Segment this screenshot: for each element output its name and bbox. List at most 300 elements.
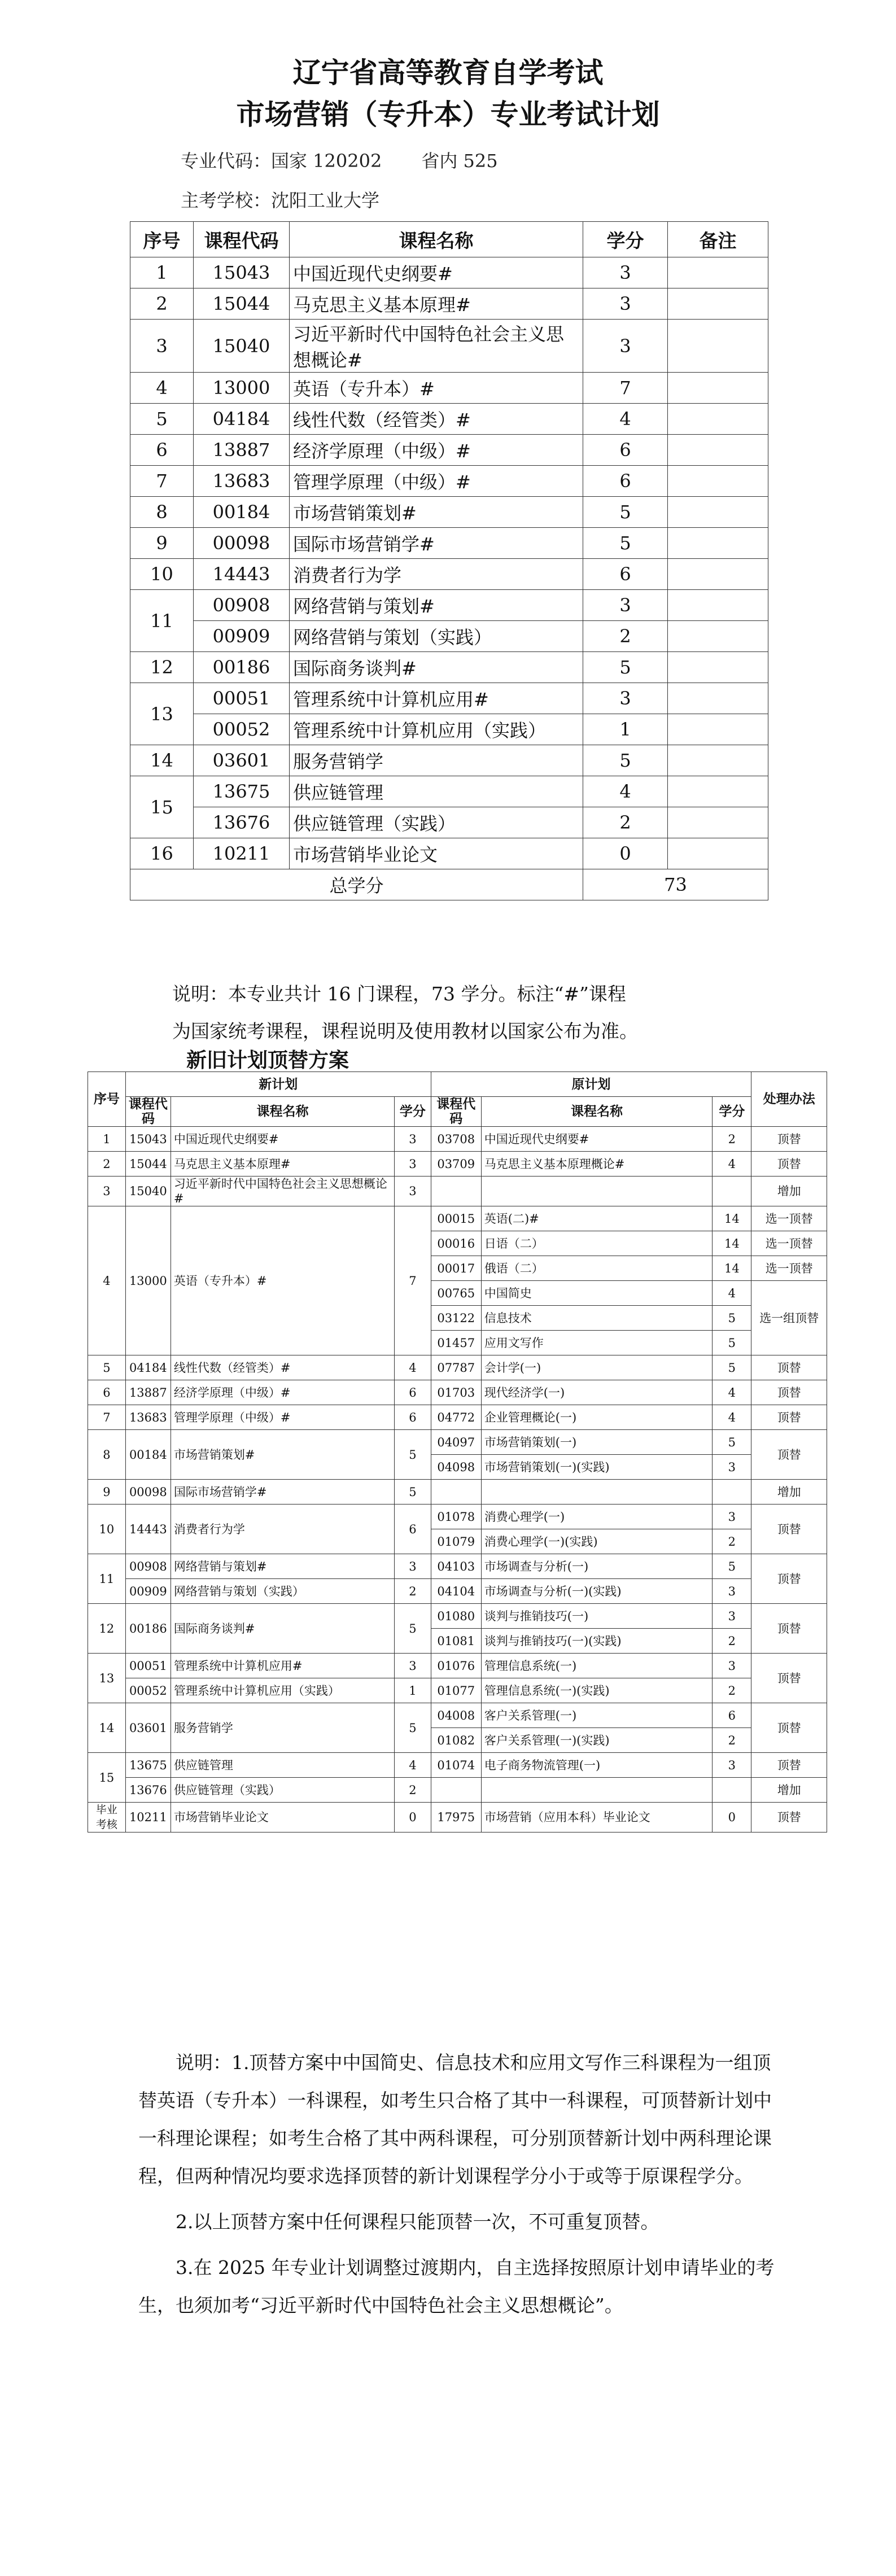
header-no: 序号 [130, 222, 194, 257]
new-name: 习近平新时代中国特色社会主义思想概论# [171, 1177, 394, 1206]
new-name: 管理系统中计算机应用（实践） [171, 1678, 394, 1703]
course-no: 12 [130, 652, 194, 683]
course-remark [668, 466, 768, 497]
course-row [130, 559, 768, 590]
course-code: 00184 [194, 497, 290, 528]
course-code: 15040 [194, 320, 290, 373]
course-credit: 5 [583, 652, 668, 683]
old-credit: 4 [713, 1380, 751, 1405]
old-code: 01080 [431, 1604, 481, 1629]
course-remark [668, 288, 768, 320]
old-name: 会计学(一) [481, 1355, 713, 1380]
course-no: 6 [130, 435, 194, 466]
old-name: 市场营销（应用本科）毕业论文 [481, 1803, 713, 1832]
replacement-row [88, 1480, 827, 1505]
old-credit: 14 [713, 1231, 751, 1256]
course-credit: 3 [583, 683, 668, 714]
t2-header-old: 原计划 [431, 1072, 751, 1097]
course-code: 13683 [194, 466, 290, 497]
old-code: 03709 [431, 1152, 481, 1177]
new-credit: 0 [395, 1803, 431, 1832]
note-1: 说明：1.顶替方案中中国简史、信息技术和应用文写作三科课程为一组顶替英语（专升本）一科课程，如考生只合格了其中一科课程，可顶替新计划中一科理论课程；如考生合格了其中两科课程，可分别顶替新计划中两科理论课程，但两种情况均要求选择顶替的新计划课程学分小于或等于原课程学分。 [138, 2052, 772, 2187]
course-code: 13000 [194, 373, 290, 404]
course-remark [668, 776, 768, 807]
replacement-row [88, 1152, 827, 1177]
replacement-method: 选一顶替 [751, 1256, 827, 1281]
course-code: 14443 [194, 559, 290, 590]
course-name: 习近平新时代中国特色社会主义思想概论# [290, 320, 583, 373]
course-remark [668, 528, 768, 559]
new-code: 03601 [125, 1703, 171, 1753]
course-plan-header-row [130, 222, 768, 257]
new-credit: 3 [395, 1654, 431, 1678]
replacement-row [88, 1177, 827, 1206]
header-remark: 备注 [668, 222, 768, 257]
replacement-no: 13 [88, 1654, 126, 1703]
old-credit: 4 [713, 1405, 751, 1430]
replacement-row [88, 1405, 827, 1430]
course-code: 03601 [194, 745, 290, 776]
replacement-method: 顶替 [751, 1803, 827, 1832]
course-no: 2 [130, 288, 194, 320]
course-name: 供应链管理（实践） [290, 807, 583, 838]
replacement-no: 1 [88, 1127, 126, 1152]
new-credit: 5 [395, 1430, 431, 1480]
old-code: 01081 [431, 1629, 481, 1654]
replacement-method: 选一顶替 [751, 1231, 827, 1256]
replacement-row [88, 1678, 827, 1703]
old-code: 07787 [431, 1355, 481, 1380]
new-code: 00909 [125, 1579, 171, 1604]
new-credit: 6 [395, 1380, 431, 1405]
course-name: 市场营销策划# [290, 497, 583, 528]
course-credit: 6 [583, 466, 668, 497]
course-remark [668, 435, 768, 466]
course-row [130, 621, 768, 652]
new-credit: 3 [395, 1127, 431, 1152]
course-credit: 3 [583, 590, 668, 621]
course-credit: 5 [583, 497, 668, 528]
new-credit: 4 [395, 1355, 431, 1380]
course-no: 9 [130, 528, 194, 559]
old-credit: 3 [713, 1455, 751, 1480]
course-no: 11 [130, 590, 194, 652]
note-3: 3.在 2025 年专业计划调整过渡期内，自主选择按照原计划申请毕业的考生，也须加考“习近平新时代中国特色社会主义思想概论”。 [138, 2256, 775, 2316]
old-credit: 5 [713, 1306, 751, 1331]
old-code: 03122 [431, 1306, 481, 1331]
new-name: 国际市场营销学# [171, 1480, 394, 1505]
course-no: 1 [130, 257, 194, 288]
replacement-row [88, 1430, 827, 1455]
new-credit: 3 [395, 1554, 431, 1579]
new-name: 国际商务谈判# [171, 1604, 394, 1654]
new-name: 中国近现代史纲要# [171, 1127, 394, 1152]
old-credit: 14 [713, 1256, 751, 1281]
old-code: 01077 [431, 1678, 481, 1703]
old-name: 马克思主义基本原理概论# [481, 1152, 713, 1177]
old-name: 俄语（二） [481, 1256, 713, 1281]
old-credit: 2 [713, 1678, 751, 1703]
old-credit: 3 [713, 1753, 751, 1778]
old-credit: 6 [713, 1703, 751, 1728]
old-code: 00016 [431, 1231, 481, 1256]
t2-header-new-code: 课程代码 [125, 1097, 171, 1127]
course-code: 13887 [194, 435, 290, 466]
new-code: 15040 [125, 1177, 171, 1206]
course-credit: 1 [583, 714, 668, 745]
replacement-method: 选一顶替 [751, 1206, 827, 1231]
old-credit: 3 [713, 1604, 751, 1629]
old-name: 消费心理学(一)(实践) [481, 1529, 713, 1554]
new-credit: 2 [395, 1579, 431, 1604]
old-name: 客户关系管理(一)(实践) [481, 1728, 713, 1753]
course-code: 00909 [194, 621, 290, 652]
old-name: 市场营销策划(一)(实践) [481, 1455, 713, 1480]
old-code: 01074 [431, 1753, 481, 1778]
new-name: 供应链管理（实践） [171, 1778, 394, 1803]
replacement-no: 9 [88, 1480, 126, 1505]
replacement-no: 11 [88, 1554, 126, 1604]
new-code: 13675 [125, 1753, 171, 1778]
header-name: 课程名称 [290, 222, 583, 257]
replacement-row [88, 1703, 827, 1728]
course-code: 15043 [194, 257, 290, 288]
old-code: 00765 [431, 1281, 481, 1306]
old-credit [713, 1778, 751, 1803]
course-row [130, 776, 768, 807]
new-credit: 6 [395, 1405, 431, 1430]
course-credit: 3 [583, 320, 668, 373]
new-credit: 5 [395, 1480, 431, 1505]
course-code: 04184 [194, 404, 290, 435]
new-credit: 1 [395, 1678, 431, 1703]
new-code: 13887 [125, 1380, 171, 1405]
new-credit: 5 [395, 1604, 431, 1654]
old-credit: 3 [713, 1579, 751, 1604]
replacement-method: 增加 [751, 1177, 827, 1206]
province-code: 省内 525 [421, 150, 498, 172]
old-credit: 5 [713, 1355, 751, 1380]
course-row [130, 745, 768, 776]
course-remark [668, 320, 768, 373]
new-name: 英语（专升本）# [171, 1206, 394, 1355]
course-no: 7 [130, 466, 194, 497]
replacement-method: 顶替 [751, 1127, 827, 1152]
course-remark [668, 807, 768, 838]
course-credit: 5 [583, 745, 668, 776]
old-credit: 4 [713, 1152, 751, 1177]
header-code: 课程代码 [194, 222, 290, 257]
replacement-method: 选一组顶替 [751, 1281, 827, 1355]
replacement-no: 4 [88, 1206, 126, 1355]
course-row [130, 288, 768, 320]
replacement-row [88, 1380, 827, 1405]
course-row [130, 373, 768, 404]
replacement-method: 顶替 [751, 1703, 827, 1753]
replacement-row [88, 1206, 827, 1231]
old-name [481, 1778, 713, 1803]
course-name: 马克思主义基本原理# [290, 288, 583, 320]
document-title-line1: 辽宁省高等教育自学考试 [292, 56, 604, 89]
new-code: 13683 [125, 1405, 171, 1430]
course-no: 5 [130, 404, 194, 435]
course-name: 服务营销学 [290, 745, 583, 776]
replacement-method: 顶替 [751, 1380, 827, 1405]
new-code: 00098 [125, 1480, 171, 1505]
old-name: 企业管理概论(一) [481, 1405, 713, 1430]
old-name: 英语(二)# [481, 1206, 713, 1231]
replacement-row [88, 1505, 827, 1529]
new-name: 线性代数（经管类）# [171, 1355, 394, 1380]
course-name: 消费者行为学 [290, 559, 583, 590]
new-credit: 3 [395, 1177, 431, 1206]
course-row [130, 320, 768, 373]
new-name: 经济学原理（中级）# [171, 1380, 394, 1405]
replacement-no: 14 [88, 1703, 126, 1753]
course-code: 13675 [194, 776, 290, 807]
new-code: 00052 [125, 1678, 171, 1703]
old-credit: 5 [713, 1430, 751, 1455]
old-code: 17975 [431, 1803, 481, 1832]
course-name: 国际商务谈判# [290, 652, 583, 683]
new-code: 10211 [125, 1803, 171, 1832]
old-code: 01457 [431, 1331, 481, 1355]
course-name: 网络营销与策划# [290, 590, 583, 621]
new-code: 15043 [125, 1127, 171, 1152]
course-name: 英语（专升本）# [290, 373, 583, 404]
old-code: 04098 [431, 1455, 481, 1480]
old-name [481, 1480, 713, 1505]
course-remark [668, 621, 768, 652]
old-name: 市场调查与分析(一)(实践) [481, 1579, 713, 1604]
course-no: 16 [130, 838, 194, 869]
course-name: 供应链管理 [290, 776, 583, 807]
replacement-method: 增加 [751, 1778, 827, 1803]
replacement-method: 顶替 [751, 1430, 827, 1480]
course-remark [668, 652, 768, 683]
replacement-method: 顶替 [751, 1405, 827, 1430]
course-row [130, 466, 768, 497]
old-code [431, 1480, 481, 1505]
replacement-method: 增加 [751, 1480, 827, 1505]
course-credit: 3 [583, 288, 668, 320]
replacement-no: 8 [88, 1430, 126, 1480]
old-name: 管理信息系统(一)(实践) [481, 1678, 713, 1703]
old-credit: 5 [713, 1554, 751, 1579]
new-name: 马克思主义基本原理# [171, 1152, 394, 1177]
major-code: 专业代码：国家 120202 [181, 150, 382, 172]
course-credit: 4 [583, 776, 668, 807]
course-no: 14 [130, 745, 194, 776]
old-name: 消费心理学(一) [481, 1505, 713, 1529]
course-plan-table [130, 221, 768, 900]
course-name: 管理系统中计算机应用# [290, 683, 583, 714]
course-name: 网络营销与策划（实践） [290, 621, 583, 652]
old-credit: 5 [713, 1331, 751, 1355]
school-line: 主考学校：沈阳工业大学 [181, 190, 380, 211]
replacement-row [88, 1753, 827, 1778]
replacement-row [88, 1579, 827, 1604]
new-code: 00186 [125, 1604, 171, 1654]
old-code: 01076 [431, 1654, 481, 1678]
course-row [130, 807, 768, 838]
old-name: 管理信息系统(一) [481, 1654, 713, 1678]
replacement-plan-title: 新旧计划顶替方案 [186, 1049, 349, 1072]
course-code: 00051 [194, 683, 290, 714]
course-name: 国际市场营销学# [290, 528, 583, 559]
replacement-row [88, 1355, 827, 1380]
replacement-method: 顶替 [751, 1554, 827, 1604]
new-credit: 3 [395, 1152, 431, 1177]
old-name [481, 1177, 713, 1206]
new-name: 市场营销毕业论文 [171, 1803, 394, 1832]
replacement-no: 15 [88, 1753, 126, 1803]
new-code: 00051 [125, 1654, 171, 1678]
old-name: 谈判与推销技巧(一) [481, 1604, 713, 1629]
old-name: 现代经济学(一) [481, 1380, 713, 1405]
old-code: 04008 [431, 1703, 481, 1728]
replacement-no: 10 [88, 1505, 126, 1554]
replacement-no: 6 [88, 1380, 126, 1405]
course-credit: 3 [583, 257, 668, 288]
old-name: 中国近现代史纲要# [481, 1127, 713, 1152]
replacement-method: 顶替 [751, 1355, 827, 1380]
course-row [130, 590, 768, 621]
old-name: 信息技术 [481, 1306, 713, 1331]
old-name: 电子商务物流管理(一) [481, 1753, 713, 1778]
t2-header-new-credit: 学分 [395, 1097, 431, 1127]
old-credit: 2 [713, 1629, 751, 1654]
total-row [130, 869, 768, 900]
course-row [130, 257, 768, 288]
plan-note-line2: 为国家统考课程，课程说明及使用教材以国家公布为准。 [172, 1020, 638, 1042]
course-code: 00052 [194, 714, 290, 745]
replacement-plan-table [88, 1071, 827, 1832]
replacement-no: 5 [88, 1355, 126, 1380]
course-remark [668, 714, 768, 745]
old-credit: 2 [713, 1529, 751, 1554]
new-name: 市场营销策划# [171, 1430, 394, 1480]
new-credit: 5 [395, 1703, 431, 1753]
old-name: 市场营销策划(一) [481, 1430, 713, 1455]
new-code: 04184 [125, 1355, 171, 1380]
old-credit [713, 1177, 751, 1206]
old-name: 中国简史 [481, 1281, 713, 1306]
course-no: 10 [130, 559, 194, 590]
old-name: 应用文写作 [481, 1331, 713, 1355]
course-name: 中国近现代史纲要# [290, 257, 583, 288]
new-credit: 6 [395, 1505, 431, 1554]
course-no: 8 [130, 497, 194, 528]
course-name: 经济学原理（中级）# [290, 435, 583, 466]
old-name: 市场调查与分析(一) [481, 1554, 713, 1579]
header-credit: 学分 [583, 222, 668, 257]
course-name: 管理学原理（中级）# [290, 466, 583, 497]
replacement-row [88, 1554, 827, 1579]
course-row [130, 683, 768, 714]
old-credit: 0 [713, 1803, 751, 1832]
old-credit: 2 [713, 1728, 751, 1753]
replacement-method: 顶替 [751, 1152, 827, 1177]
new-code: 13676 [125, 1778, 171, 1803]
course-no: 3 [130, 320, 194, 373]
replacement-row [88, 1604, 827, 1629]
t2-header-old-credit: 学分 [713, 1097, 751, 1127]
old-credit: 3 [713, 1505, 751, 1529]
replacement-method: 顶替 [751, 1753, 827, 1778]
course-remark [668, 745, 768, 776]
course-row [130, 838, 768, 869]
note-2: 2.以上顶替方案中任何课程只能顶替一次，不可重复顶替。 [176, 2211, 659, 2233]
replacement-no: 3 [88, 1177, 126, 1206]
old-credit: 4 [713, 1281, 751, 1306]
replacement-no: 毕业考核 [88, 1803, 126, 1832]
course-code: 00098 [194, 528, 290, 559]
old-name: 日语（二） [481, 1231, 713, 1256]
old-code: 04772 [431, 1405, 481, 1430]
course-code: 15044 [194, 288, 290, 320]
course-name: 市场营销毕业论文 [290, 838, 583, 869]
replacement-row [88, 1803, 827, 1832]
t2-header-old-code: 课程代码 [431, 1097, 481, 1127]
course-row [130, 652, 768, 683]
old-credit [713, 1480, 751, 1505]
course-row [130, 404, 768, 435]
course-credit: 4 [583, 404, 668, 435]
old-code: 00017 [431, 1256, 481, 1281]
old-code: 04104 [431, 1579, 481, 1604]
old-code [431, 1778, 481, 1803]
plan-note-line1: 说明：本专业共计 16 门课程，73 学分。标注“#”课程 [172, 983, 626, 1005]
total-value: 73 [583, 869, 768, 900]
replacement-no: 2 [88, 1152, 126, 1177]
course-credit: 6 [583, 435, 668, 466]
t2-header-new-name: 课程名称 [171, 1097, 394, 1127]
replacement-method: 顶替 [751, 1604, 827, 1654]
course-no: 4 [130, 373, 194, 404]
old-code: 03708 [431, 1127, 481, 1152]
document-title-line2: 市场营销（专升本）专业考试计划 [236, 98, 660, 131]
course-row [130, 714, 768, 745]
old-name: 谈判与推销技巧(一)(实践) [481, 1629, 713, 1654]
replacement-no: 12 [88, 1604, 126, 1654]
course-code: 00186 [194, 652, 290, 683]
new-code: 14443 [125, 1505, 171, 1554]
course-remark [668, 497, 768, 528]
major-code-line [181, 147, 498, 173]
replacement-method: 顶替 [751, 1654, 827, 1703]
course-code: 10211 [194, 838, 290, 869]
total-label: 总学分 [130, 869, 583, 900]
new-name: 网络营销与策划（实践） [171, 1579, 394, 1604]
t2-header-method: 处理办法 [751, 1072, 827, 1127]
old-name: 客户关系管理(一) [481, 1703, 713, 1728]
new-name: 网络营销与策划# [171, 1554, 394, 1579]
old-code: 01079 [431, 1529, 481, 1554]
new-code: 13000 [125, 1206, 171, 1355]
new-name: 消费者行为学 [171, 1505, 394, 1554]
old-code: 04103 [431, 1554, 481, 1579]
old-code [431, 1177, 481, 1206]
new-code: 00908 [125, 1554, 171, 1579]
t2-header-no: 序号 [88, 1072, 126, 1127]
old-code: 04097 [431, 1430, 481, 1455]
course-remark [668, 404, 768, 435]
new-code: 00184 [125, 1430, 171, 1480]
course-credit: 5 [583, 528, 668, 559]
replacement-notes [138, 2044, 782, 2332]
course-credit: 2 [583, 621, 668, 652]
